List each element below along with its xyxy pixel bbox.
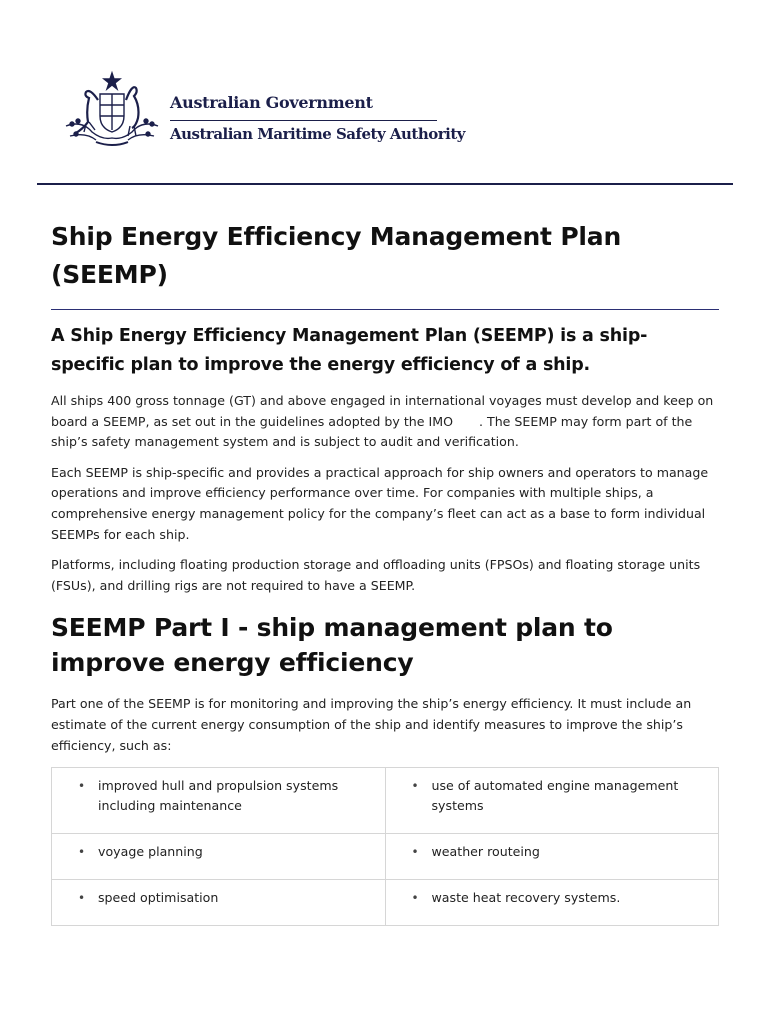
table-row xyxy=(52,768,719,834)
header-divider xyxy=(37,183,733,185)
list-item: weather routeing xyxy=(431,844,540,860)
paragraph-platforms: Platforms, including floating production storage and offloading units (FPSOs) and floating storage units (FSUs), and drilling rigs are not required to have a SEEMP. xyxy=(51,557,701,593)
bullet-icon: • xyxy=(78,779,86,794)
bullet-icon: • xyxy=(78,845,86,860)
bullet-icon: • xyxy=(78,891,86,906)
lead-paragraph: A Ship Energy Efficiency Management Plan (SEEMP) is a ship-specific plan to improve the energy efficiency of a ship. xyxy=(51,326,648,375)
site-header xyxy=(0,0,768,185)
coat-of-arms-icon xyxy=(62,70,162,150)
measures-table xyxy=(51,767,719,926)
table-row xyxy=(52,834,719,880)
paragraph-ship-specific: Each SEEMP is ship-specific and provides a practical approach for ship owners and operators to manage operations and improve efficiency performance over time. For companies with multiple ships, a comprehensive energy management policy for the company’s fleet can act as a base to form individual SEEMPs for each ship. xyxy=(51,464,709,542)
table-cell xyxy=(52,880,386,926)
table-cell xyxy=(385,768,719,834)
table-cell xyxy=(52,834,386,880)
page-title: Ship Energy Efficiency Management Plan (SEEMP) xyxy=(51,222,622,289)
table-cell xyxy=(385,880,719,926)
government-name: Australian Government xyxy=(170,93,373,112)
table-row xyxy=(52,880,719,926)
bullet-icon: • xyxy=(411,779,419,794)
table-cell xyxy=(385,834,719,880)
bullet-icon: • xyxy=(411,891,419,906)
paragraph-text: . The SEEMP may form part of the ship’s safety management system and is subject to audit and verification. xyxy=(51,413,693,450)
list-item: waste heat recovery systems. xyxy=(431,890,621,906)
title-divider xyxy=(51,309,719,310)
list-item: speed optimisation xyxy=(98,890,219,906)
list-item: voyage planning xyxy=(98,844,203,860)
agency-divider xyxy=(170,120,437,121)
table-cell xyxy=(52,768,386,834)
paragraph-text: All ships 400 gross tonnage (GT) and above engaged in international voyages must develop and keep on board a SEEMP, as set out in the guidelines adopted by the IMO xyxy=(51,393,714,429)
agency-name: Australian Maritime Safety Authority xyxy=(170,125,466,143)
paragraph-imo-requirement xyxy=(51,391,719,453)
section-heading-part-one: SEEMP Part I - ship management plan to improve energy efficiency xyxy=(51,613,613,678)
list-item: use of automated engine management systems xyxy=(431,778,679,814)
bullet-icon: • xyxy=(411,845,419,860)
article-content xyxy=(51,218,719,926)
list-item: improved hull and propulsion systems including maintenance xyxy=(98,778,339,814)
section-intro: Part one of the SEEMP is for monitoring and improving the ship’s energy efficiency. It must include an estimate of the current energy consumption of the ship and identify measures to improve the ship’s efficiency, such as: xyxy=(51,696,692,753)
